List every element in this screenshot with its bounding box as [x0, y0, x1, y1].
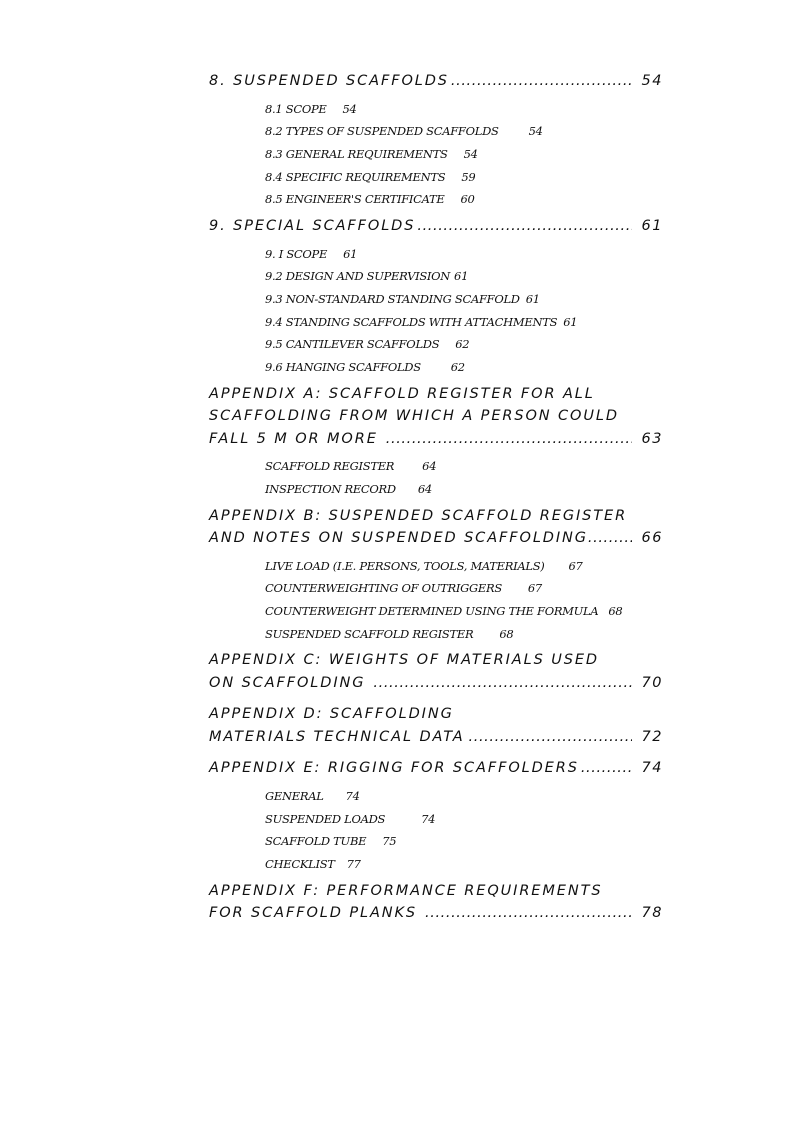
- toc-heading-page[interactable]: 70: [641, 674, 663, 691]
- toc-heading-line[interactable]: APPENDIX F: PERFORMANCE REQUIREMENTS: [209, 882, 603, 899]
- toc-subitem[interactable]: [265, 188, 663, 211]
- toc-subitem-page: 77: [346, 857, 361, 872]
- toc-subitem[interactable]: [265, 555, 663, 578]
- toc-subitem-label: 8.1 SCOPE: [265, 101, 327, 116]
- toc-heading: [209, 880, 663, 925]
- toc-subitem[interactable]: [265, 166, 663, 189]
- toc-subitem-label: SUSPENDED SCAFFOLD REGISTER: [265, 626, 474, 641]
- toc-subitem[interactable]: [265, 98, 663, 121]
- toc-subitems: [209, 450, 663, 502]
- toc-subitem[interactable]: [265, 143, 663, 166]
- toc-subitem-label: 8.5 ENGINEER'S CERTIFICATE: [265, 192, 445, 207]
- toc-subitem-label: 8.4 SPECIFIC REQUIREMENTS: [265, 169, 446, 184]
- toc-subitem-label: 8.2 TYPES OF SUSPENDED SCAFFOLDS: [265, 124, 499, 139]
- toc-subitem[interactable]: [265, 600, 663, 623]
- toc-subitem-label: COUNTERWEIGHT DETERMINED USING THE FORMULA: [265, 604, 599, 619]
- toc-heading-page[interactable]: 66: [641, 530, 663, 547]
- toc-subitem-label: GENERAL: [265, 788, 324, 803]
- toc-subitem[interactable]: [265, 243, 663, 266]
- toc-subitems: [209, 780, 663, 878]
- toc-heading: [209, 649, 663, 694]
- toc-heading: [209, 703, 663, 748]
- toc-subitem-page: 61: [343, 246, 358, 261]
- dot-leader: [425, 902, 632, 925]
- toc-heading: [209, 757, 663, 780]
- toc-subitem-label: SCAFFOLD TUBE: [265, 834, 367, 849]
- toc-subitem-page: 74: [421, 811, 436, 826]
- toc-subitem-label: 9.5 CANTILEVER SCAFFOLDS: [265, 337, 440, 352]
- toc-subitem[interactable]: [265, 455, 663, 478]
- toc-heading-page[interactable]: 72: [641, 728, 663, 745]
- toc-heading-line[interactable]: APPENDIX B: SUSPENDED SCAFFOLD REGISTER: [209, 507, 628, 524]
- toc-subitem-label: INSPECTION RECORD: [265, 481, 396, 496]
- toc-section: [209, 649, 663, 694]
- toc-subitem[interactable]: [265, 830, 663, 853]
- toc-subitem-label: 9.6 HANGING SCAFFOLDS: [265, 360, 421, 375]
- toc-subitem-label: 9.2 DESIGN AND SUPERVISION: [265, 269, 451, 284]
- toc-heading-line[interactable]: SCAFFOLDING FROM WHICH A PERSON COULD: [209, 408, 619, 425]
- toc-section: [209, 880, 663, 925]
- toc-heading-title[interactable]: AND NOTES ON SUSPENDED SCAFFOLDING: [209, 530, 588, 547]
- toc-subitem[interactable]: [265, 808, 663, 831]
- toc-heading-page[interactable]: 74: [641, 760, 663, 777]
- toc-heading-title[interactable]: APPENDIX E: RIGGING FOR SCAFFOLDERS: [209, 760, 579, 777]
- toc-subitem-label: 9.3 NON-STANDARD STANDING SCAFFOLD: [265, 291, 520, 306]
- toc-subitem-label: LIVE LOAD (I.E. PERSONS, TOOLS, MATERIALS): [265, 558, 545, 573]
- toc-subitem-page: 67: [527, 581, 542, 596]
- toc-subitem[interactable]: [265, 577, 663, 600]
- toc-heading-title[interactable]: ON SCAFFOLDING: [209, 674, 366, 691]
- toc-subitem-page: 64: [422, 459, 437, 474]
- toc-subitem-page: 64: [417, 481, 432, 496]
- toc-subitem-page: 54: [342, 101, 357, 116]
- toc-subitem-page: 75: [382, 834, 397, 849]
- toc-subitem[interactable]: [265, 265, 663, 288]
- toc-subitem-label: 9.4 STANDING SCAFFOLDS WITH ATTACHMENTS: [265, 314, 558, 329]
- toc-subitem-page: 59: [461, 169, 476, 184]
- toc-subitem-page: 60: [460, 192, 475, 207]
- toc-subitems: [209, 93, 663, 214]
- dot-leader: [417, 215, 631, 238]
- toc-subitem[interactable]: [265, 478, 663, 501]
- toc-subitem[interactable]: [265, 356, 663, 379]
- toc-heading-line[interactable]: APPENDIX D: SCAFFOLDING: [209, 706, 454, 723]
- toc-heading: [209, 70, 663, 93]
- toc-section: [209, 70, 663, 213]
- dot-leader: [469, 726, 632, 749]
- toc-heading-page[interactable]: 78: [641, 905, 663, 922]
- toc-subitem[interactable]: [265, 785, 663, 808]
- toc-heading-page[interactable]: 54: [641, 73, 663, 89]
- toc-subitem-label: COUNTERWEIGHTING OF OUTRIGGERS: [265, 581, 502, 596]
- toc-heading-title[interactable]: 8. SUSPENDED SCAFFOLDS: [209, 73, 449, 89]
- toc-section: [209, 215, 663, 381]
- toc-subitem-page: 62: [450, 360, 465, 375]
- toc-subitem-page: 61: [525, 291, 540, 306]
- toc-subitem-page: 54: [463, 146, 478, 161]
- toc-heading-page[interactable]: 63: [641, 430, 663, 447]
- dot-leader: [373, 672, 631, 695]
- toc-subitem[interactable]: [265, 311, 663, 334]
- toc-subitem-label: CHECKLIST: [265, 857, 335, 872]
- toc-subitem[interactable]: [265, 288, 663, 311]
- dot-leader: [588, 527, 632, 550]
- toc-subitem-page: 74: [345, 788, 360, 803]
- toc-section: [209, 703, 663, 748]
- toc-heading-title[interactable]: FOR SCAFFOLD PLANKS: [209, 905, 418, 922]
- toc-section: [209, 757, 663, 877]
- toc-heading-page[interactable]: 61: [641, 218, 663, 235]
- toc-subitem-label: SCAFFOLD REGISTER: [265, 459, 395, 474]
- dot-leader: [451, 70, 632, 93]
- toc-subitem-page: 62: [455, 337, 470, 352]
- toc-subitems: [209, 238, 663, 381]
- toc-heading: [209, 383, 663, 451]
- toc-subitem[interactable]: [265, 853, 663, 876]
- toc-subitem[interactable]: [265, 623, 663, 646]
- dot-leader: [386, 428, 632, 451]
- toc-heading-title[interactable]: FALL 5 M OR MORE: [209, 430, 378, 447]
- toc-subitem-page: 61: [563, 314, 578, 329]
- table-of-contents: [209, 70, 663, 925]
- toc-section: [209, 383, 663, 503]
- toc-heading: [209, 215, 663, 238]
- toc-subitem-label: 9. I SCOPE: [265, 246, 328, 261]
- toc-subitem[interactable]: [265, 120, 663, 143]
- toc-heading-title[interactable]: 9. SPECIAL SCAFFOLDS: [209, 218, 416, 235]
- toc-heading-line[interactable]: APPENDIX C: WEIGHTS OF MATERIALS USED: [209, 652, 599, 669]
- toc-section: [209, 505, 663, 648]
- toc-subitem-label: SUSPENDED LOADS: [265, 811, 386, 826]
- toc-subitem-page: 54: [528, 124, 543, 139]
- toc-heading-title[interactable]: MATERIALS TECHNICAL DATA: [209, 728, 465, 745]
- toc-heading-line[interactable]: APPENDIX A: SCAFFOLD REGISTER FOR ALL: [209, 385, 595, 402]
- dot-leader: [581, 757, 632, 780]
- toc-subitem-page: 61: [454, 269, 469, 284]
- toc-subitem-page: 68: [608, 604, 623, 619]
- toc-subitems: [209, 550, 663, 648]
- toc-subitem-page: 68: [499, 626, 514, 641]
- toc-subitem-label: 8.3 GENERAL REQUIREMENTS: [265, 146, 448, 161]
- toc-subitem-page: 67: [568, 558, 583, 573]
- toc-heading: [209, 505, 663, 550]
- toc-subitem[interactable]: [265, 333, 663, 356]
